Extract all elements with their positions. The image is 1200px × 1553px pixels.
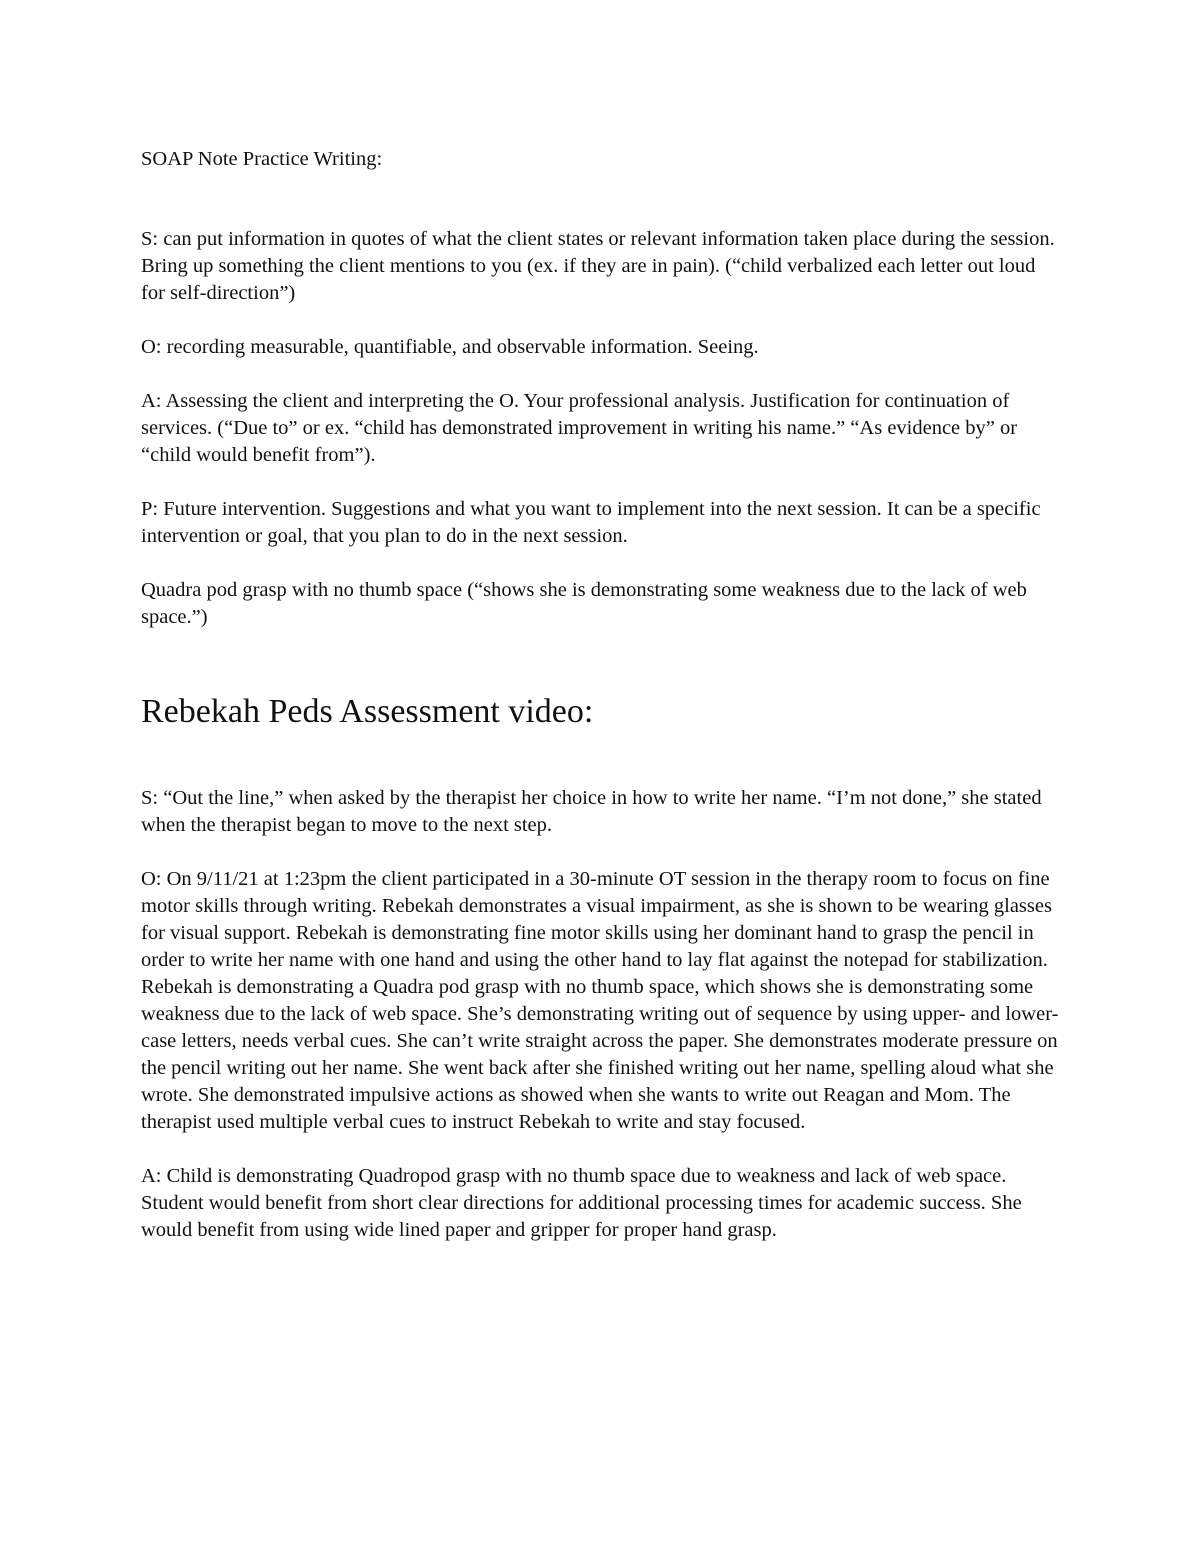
- practice-paragraph-subjective: S: can put information in quotes of what the client states or relevant information taken place during the session. Bring up something the client mentions to you (ex. if they are in pain). (“child verbalized each letter out loud for self-direction”): [141, 228, 1055, 304]
- document-title: SOAP Note Practice Writing:: [141, 148, 383, 170]
- practice-paragraph-assessment: A: Assessing the client and interpreting the O. Your professional analysis. Justification for continuation of services. (“Due to” or ex. “child has demonstrated improvement in writing his name.” “As evidence by” or “child would benefit from”).: [141, 390, 1018, 466]
- assessment-paragraph-objective: O: On 9/11/21 at 1:23pm the client participated in a 30-minute OT session in the therapy room to focus on fine motor skills through writing. Rebekah demonstrates a visual impairment, as she is shown to be wearing glasses for visual support. Rebekah is demonstrating fine motor skills using her dominant hand to grasp the pencil in order to write her name with one hand and using the other hand to lay flat against the notepad for stabilization. Rebekah is demonstrating a Quadra pod grasp with no thumb space, which shows she is demonstrating some weakness due to the lack of web space. She’s demonstrating writing out of sequence by using upper- and lower-case letters, needs verbal cues. She can’t write straight across the paper. She demonstrates moderate pressure on the pencil writing out her name. She went back after she finished writing out her name, spelling aloud what she wrote. She demonstrated impulsive actions as showed when she wants to write out Reagan and Mom. The therapist used multiple verbal cues to instruct Rebekah to write and stay focused.: [141, 868, 1059, 1133]
- assessment-paragraph-subjective: S: “Out the line,” when asked by the therapist her choice in how to write her name. “I’m not done,” she stated when the therapist began to move to the next step.: [141, 787, 1042, 836]
- practice-paragraph-plan: P: Future intervention. Suggestions and what you want to implement into the next session. It can be a specific intervention or goal, that you plan to do in the next session.: [141, 498, 1041, 547]
- soap-practice-section: [141, 226, 1061, 631]
- assessment-paragraph-assessment: A: Child is demonstrating Quadropod grasp with no thumb space due to weakness and lack of web space. Student would benefit from short clear directions for additional processing times for academic success. She would benefit from using wide lined paper and gripper for proper hand grasp.: [141, 1165, 1022, 1241]
- document-page: [141, 146, 1061, 1271]
- practice-paragraph-grasp-note: Quadra pod grasp with no thumb space (“shows she is demonstrating some weakness due to the lack of web space.”): [141, 579, 1027, 628]
- assessment-section: [141, 785, 1061, 1244]
- practice-paragraph-objective: O: recording measurable, quantifiable, and observable information. Seeing.: [141, 336, 759, 358]
- assessment-heading: Rebekah Peds Assessment video:: [141, 693, 594, 730]
